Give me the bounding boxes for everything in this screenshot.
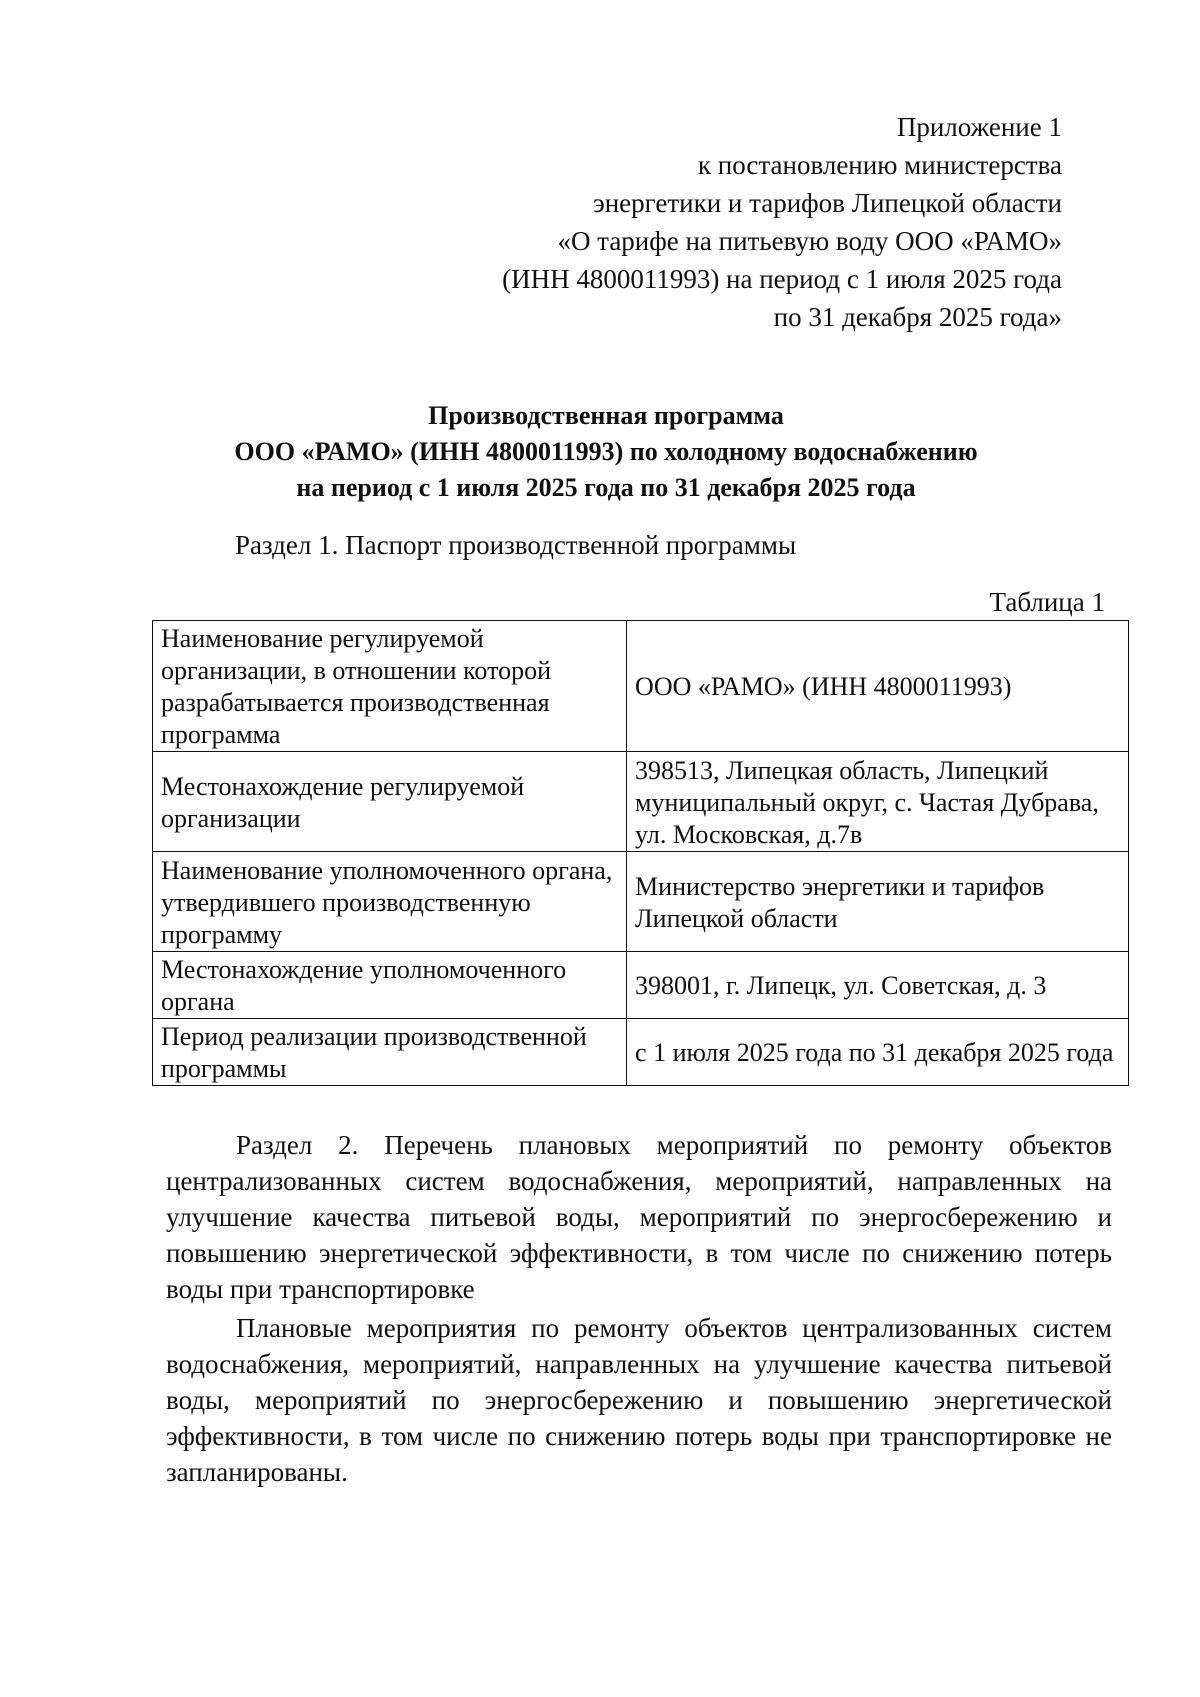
appendix-line-6: по 31 декабря 2025 года» (773, 302, 1062, 332)
table-cell-label: Местонахождение регулируемой организации (153, 752, 627, 852)
table-cell-label: Наименование регулируемой организации, в отношении которой разрабатывается производственная программа (153, 621, 627, 752)
table-cell-value: 398513, Липецкая область, Липецкий муниципальный округ, с. Частая Дубрава, ул. Московская, д.7в (627, 752, 1129, 852)
appendix-line-5: (ИНН 4800011993) на период с 1 июля 2025 года (502, 264, 1062, 294)
appendix-line-1: Приложение 1 (896, 112, 1062, 142)
section-2-body: Плановые мероприятия по ремонту объектов централизованных систем водоснабжения, мероприятий, направленных на улучшение качества питьевой воды, мероприятий по энергосбережению и повышению энергетической эффективности, в том числе по снижению потерь воды при транспортировке не запланированы. (166, 1313, 1112, 1487)
table-row (153, 852, 1129, 952)
table-row (153, 1019, 1129, 1086)
table-cell-label: Наименование уполномоченного органа, утвердившего производственную программу (153, 852, 627, 952)
table-cell-value: с 1 июля 2025 года по 31 декабря 2025 года (627, 1019, 1129, 1086)
appendix-line-4: «О тарифе на питьевую воду ООО «РАМО» (557, 226, 1062, 256)
table-cell-value: ООО «РАМО» (ИНН 4800011993) (627, 621, 1129, 752)
table-cell-value: 398001, г. Липецк, ул. Советская, д. 3 (627, 952, 1129, 1019)
appendix-line-3: энергетики и тарифов Липецкой области (593, 188, 1062, 218)
section-1-heading: Раздел 1. Паспорт производственной программы (235, 530, 797, 560)
table-row (153, 752, 1129, 852)
table-cell-label: Период реализации производственной программы (153, 1019, 627, 1086)
table-cell-value: Министерство энергетики и тарифов Липецкой области (627, 852, 1129, 952)
table-row (153, 621, 1129, 752)
title-line-2: ООО «РАМО» (ИНН 4800011993) по холодному водоснабжению (234, 437, 978, 466)
title-line-1: Производственная программа (428, 401, 784, 430)
table-caption: Таблица 1 (989, 587, 1105, 617)
table-cell-label: Местонахождение уполномоченного органа (153, 952, 627, 1019)
appendix-header (362, 108, 1062, 336)
title-line-3: на период с 1 июля 2025 года по 31 декабря 2025 года (296, 473, 916, 502)
passport-table (152, 620, 1129, 1086)
table-row (153, 952, 1129, 1019)
section-2-heading: Раздел 2. Перечень плановых мероприятий по ремонту объектов централизованных систем водоснабжения, мероприятий, направленных на улучшение качества питьевой воды, мероприятий по энергосбережению и повышению энергетической эффективности, в том числе по снижению потерь воды при транспортировке (166, 1130, 1112, 1304)
document-title (150, 398, 1062, 506)
appendix-line-2: к постановлению министерства (697, 150, 1062, 180)
